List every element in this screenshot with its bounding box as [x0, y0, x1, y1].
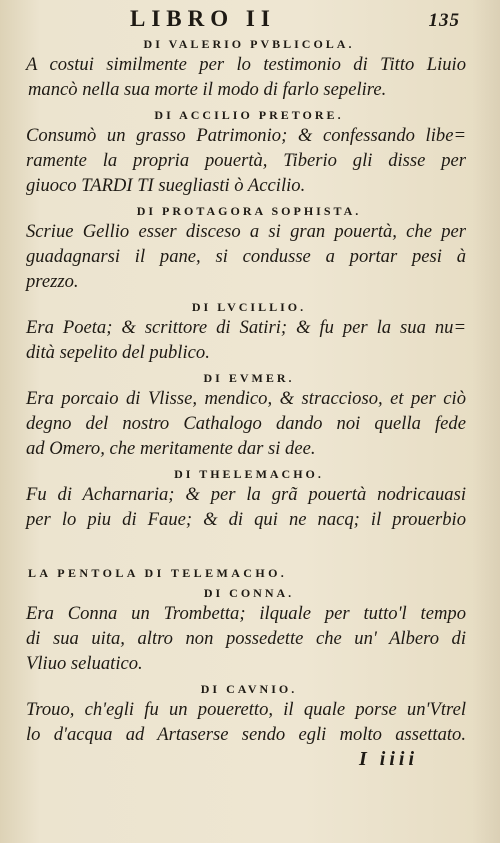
text-line: dità sepelito del publico. — [26, 342, 210, 363]
text-line: Consumò un grasso Patrimonio; & confessando libe= — [26, 125, 466, 146]
section-heading: DI CAVNIO. — [200, 682, 298, 696]
text-line: Era porcaio di Vlisse, mendico, & stracciosо, et per ciò — [26, 388, 466, 409]
page-number: 135 — [428, 10, 460, 31]
text-line: Era Conna un Trombetta; ilquale per tutto'l tempo — [26, 603, 466, 624]
text-line: degno del nostro Cathalogo dando noi quella fede — [26, 413, 466, 434]
spacer — [26, 537, 466, 565]
section-heading: DI EVMER. — [203, 371, 295, 385]
text-line: Scriue Gellio esser disceso a si gran pouertà, che per — [26, 221, 466, 242]
text-line: Era Poeta; & scrittore di Satiri; & fu per la sua nu= — [26, 317, 466, 338]
text-line: prezzo. — [26, 271, 79, 292]
text-line: Vliuo seluatico. — [26, 653, 143, 674]
signature-mark: I iiii — [358, 748, 418, 770]
section-text — [26, 697, 466, 747]
text-line: guadagnarsi il pane, si condusse a portar pesi à — [26, 246, 466, 267]
text-line: giuoco TARDI TI suegliasti ò Accilio. — [26, 175, 306, 196]
section-heading: DI LVCILLIO. — [191, 300, 307, 314]
text-line: A costui similmente per lo testimonio di Titto Liuio — [26, 54, 466, 75]
section-heading: DI CONNA. — [203, 586, 295, 600]
section-heading: DI PROTAGORA SOPHISTA. — [136, 204, 362, 218]
text-line: lo d'acqua ad Artaserse sendo egli molto assettato. — [26, 724, 466, 745]
running-title: LIBRO II — [130, 6, 276, 31]
text-line: mancò nella sua morte il modo di farlo sepelire. — [28, 79, 387, 100]
section-heading: DI VALERIO PVBLICOLA. — [143, 37, 355, 51]
section-text — [26, 123, 466, 198]
running-head — [26, 6, 466, 36]
section-heading: DI THELEMACHO. — [174, 467, 324, 481]
section-text — [26, 482, 466, 532]
proverb-heading: LA PENTOLA DI TELEMACHO. — [28, 566, 288, 580]
section-heading: DI ACCILIO PRETORE. — [154, 108, 344, 122]
text-line: Trouo, ch'egli fu un poueretto, il quale porse un'Vtrel — [26, 699, 466, 720]
section-text — [26, 601, 466, 676]
text-line: Fu di Acharnaria; & per la grã pouertà nodricauasi — [26, 484, 466, 505]
section-text — [26, 386, 466, 461]
text-line: per lo piu di Faue; & di qui ne nacq; il prouerbio — [26, 509, 466, 530]
section-text — [26, 52, 466, 102]
text-line: ad Omero, che meritamente dar si dee. — [26, 438, 316, 459]
text-line: ramente la propria pouertà, Tiberio gli disse per — [26, 150, 466, 171]
section-text — [26, 219, 466, 294]
text-line: di sua uita, altro non possedette che un' Albero di — [26, 628, 466, 649]
section-text — [26, 315, 466, 365]
